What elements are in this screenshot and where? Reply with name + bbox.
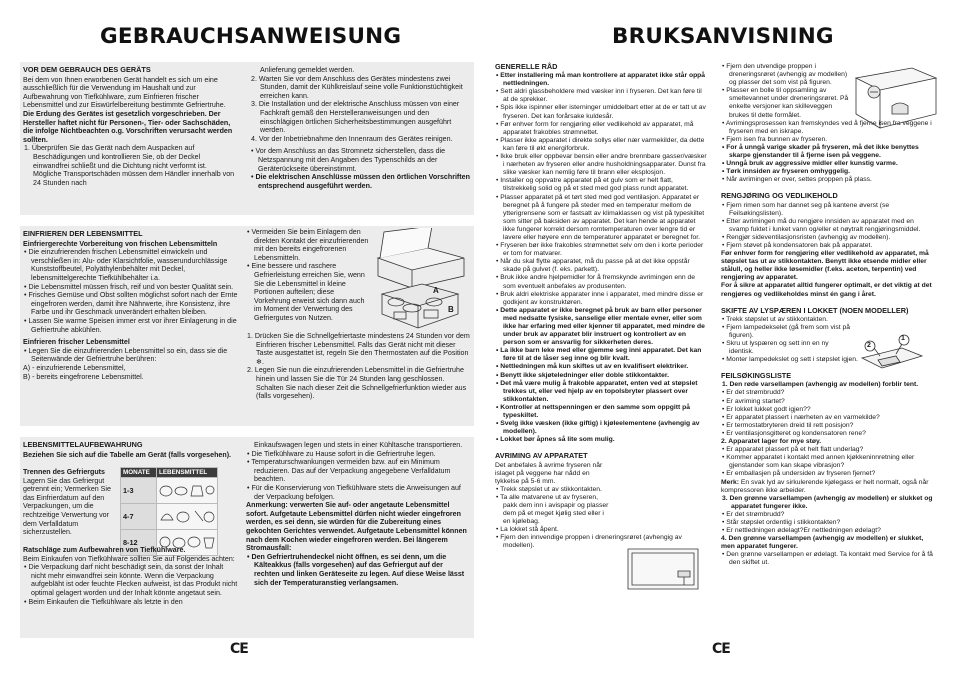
trouble-item: 3. Den grønne varsellampen (avhengig av modellen) er slukket og apparatet fungerer ikke. bbox=[722, 494, 933, 510]
section-before-use bbox=[20, 62, 474, 215]
list-item: • La ikke barn leke med eller gjemme seg inni apparatet. Det kan føre til at de låser seg inne og blir kvalt. bbox=[496, 347, 702, 363]
list-item: • Nettledningen må kun skiftes ut av en kvalifisert elektriker. bbox=[496, 363, 689, 371]
list-item: • Dette apparatet er ikke beregnet på bruk av barn eller personer med nedsatte fysiske, sanselige eller mentale evner, eller som ikke har erfaring med eller kjenner til apparatet, med mindre de under bruk av apparatet blir instruert og kontrollert av en person som er ansvarlig for sikkerheten deres. bbox=[496, 306, 705, 347]
list-item: • Sett aldri glassbeholdere med væsker inn i fryseren. Det kan føre til at de sprekker. bbox=[496, 88, 702, 104]
table-row: 8-12 bbox=[121, 530, 218, 556]
list-item: • Er ventilasjonsgitteret og kondensatoren rene? bbox=[722, 429, 866, 437]
list-item: • Avrimingsprosessen kan fremskyndes ved å fjerne isen fra veggene i fryseren med en iskrape. bbox=[722, 119, 932, 135]
no-col-left bbox=[495, 63, 707, 551]
step-2: 2. Legen Sie nun die einzufrierenden Lebensmittel in die Gefriertruhe hinein und lassen Sie die Tür 24 Stunden lang geschlossen. Schalten Sie nach dieser Zeit die Schnellgefrierfunktion wieder aus (falls vorgesehen). bbox=[247, 366, 467, 401]
list-item: • Den Gefriertruhendeckel nicht öffnen, es sei denn, um die Kälteakkus (falls vorgesehen) auf das Gefriergut auf der rechten und linken Geräteseite zu legen. Auf diese Weise lässt sich der Temperaturanstieg verlangsamen. bbox=[247, 552, 465, 587]
cleaning-warning: Før enhver form for rengjøring eller vedlikehold av apparatet, må støpslet tas ut av stikkontakten. Benytt ikke etsende midler eller stålull, og heller ikke løsemidler (f.eks. aceton, terpentin) ved rengjøring av apparatet. bbox=[721, 250, 929, 282]
list-item: • Monter lampedekslet og sett i støpslet igjen. bbox=[722, 356, 858, 364]
list-item: • Die einzufrierenden frischen Lebensmittel einwickeln und verschließen in: Alu- oder Klarsichtfolie, wasserundurchlässige Kunststoffbeutel, Polyäthylenbehälter mit Deckel, lebensmittelgerechte Tiefkühlbehälter i.a. bbox=[24, 248, 228, 282]
section-heading: VOR DEM GEBRAUCH DES GERÄTS bbox=[23, 65, 151, 74]
separation-text: Lagern Sie das Gefriergut getrennt ein; Vermerken Sie das Einfrierdatum auf den Verpackungen, um die rechtzeitige Verwertung vor dem Verfalldatum sicherzustellen. bbox=[23, 476, 111, 537]
list-item: • Skru ut lyspæren og sett inn en ny identisk. bbox=[722, 340, 829, 356]
table-row: 1-3 bbox=[121, 478, 218, 504]
list-item: • Plasser ikke apparatet i direkte sollys eller nær varmekilder, da dette kan føre til økt energiforbruk. bbox=[496, 136, 705, 152]
table-row: 4-7 bbox=[121, 504, 218, 530]
before-use-col-right bbox=[250, 66, 470, 190]
list-item-b: B) - bereits eingefrorene Lebensmittel. bbox=[23, 372, 144, 381]
list-item: • Tørk innsiden av fryseren omhyggelig. bbox=[722, 168, 851, 176]
sub-heading: Ratschläge zum Aufbewahren von Tiefkühlware. bbox=[23, 546, 186, 554]
list-item: • Er lokket lukket godt igjen?? bbox=[722, 405, 811, 413]
storage-col-left bbox=[23, 441, 239, 459]
table-header-months: MONATE bbox=[121, 468, 157, 478]
storage-col-right bbox=[246, 441, 470, 587]
list-item: • Legen Sie die einzufrierenden Lebensmittel so ein, dass sie die Seitenwände der Gefriertruhe berühren: bbox=[24, 346, 228, 364]
list-item: • Er emballasjen på undersiden av fryseren fjernet? bbox=[722, 470, 876, 478]
bullet-voltage: • Vor dem Anschluss an das Stromnetz sicherstellen, dass die Netzspannung mit den Angaben des Typenschilds an der Geräterückseite übereinstimmt. bbox=[251, 147, 446, 173]
list-item: • Når du skal flytte apparatet, må du passe på at det ikke oppstår skade på gulvet (f. eks. parkett). bbox=[496, 258, 690, 274]
list-item: • Fjern rimen som har dannet seg på kantene øverst (se Feilsøkingslisten). bbox=[722, 201, 890, 217]
list-item: • Etter installering må man kontrollere at apparatet ikke står oppå nettledningen. bbox=[496, 72, 706, 88]
list-item: • Spis ikke ispinner eller isterninger umiddelbart etter at de er tatt ut av fryseren. Det kan forårsake kuldesår. bbox=[496, 104, 706, 120]
figure-label-a: A bbox=[433, 286, 439, 295]
advice-intro: Beim Einkaufen von Tiefkühlware sollten Sie auf Folgendes achten: bbox=[23, 554, 235, 563]
list-item: • Den grønne varsellampen er ødelagt. Ta kontakt med Service for å få den skiftet ut. bbox=[722, 551, 933, 567]
note-label: Anmerkung: bbox=[246, 501, 288, 510]
trouble-item: 1. Den røde varsellampen (avhengig av modellen) forblir tent. bbox=[722, 381, 919, 389]
list-item: • Svelg ikke væsken (ikke giftig) i kjøleelementene (avhengig av modellen). bbox=[496, 420, 700, 436]
list-item: • Eine bessere und raschere Gefrierleistung erreichen Sie, wenn Sie die Lebensmittel in kleine Portionen aufteilen; diese Vorkehrung erweist sich dann auch im Moment der Verwertung des Gefriergutes von Nutzen. bbox=[247, 262, 365, 322]
sub-heading: Einfrieren frischer Lebensmittel bbox=[23, 338, 130, 347]
list-item: • Er termostatbryteren dreid til rett posisjon? bbox=[722, 421, 854, 429]
storage-advice bbox=[23, 546, 239, 606]
step-2: 2. Warten Sie vor dem Anschluss des Gerätes mindestens zwei Stunden, damit der Kühlkreislauf seine volle Funktionstüchtigkeit erreichen kann. bbox=[251, 74, 463, 100]
freezing-col-right bbox=[246, 228, 371, 323]
trouble-note: Merk: En svak lyd av sirkulerende kjølegass er helt normalt, også når kompressoren ikke arbeider. bbox=[721, 478, 929, 494]
figure-label-b: B bbox=[448, 305, 454, 314]
warning-text: Die Erdung des Gerätes ist gesetzlich vorgeschrieben. Der Hersteller haftet nicht für Personen-, Tier- oder Sachschäden, die infolge Nichtbeachten o.g. Vorschriften verursacht werden sollten. bbox=[23, 109, 233, 144]
figure-label-2: 2 bbox=[867, 342, 871, 349]
list-item: • Er nettledningen ødelagt?Er nettledningen ødelagt? bbox=[722, 527, 881, 535]
list-item: • Frisches Gemüse und Obst sollten möglichst sofort nach der Ernte eingefroren werden, damit ihre Nährwerte, ihre Konsistenz, ihre Farbe und ihr Geschmack unverändert erhalten bleiben. bbox=[24, 291, 238, 317]
list-item: • Die Verpackung darf nicht beschädigt sein, da sonst der Inhalt nicht mehr einwandfrei sein könnte. Wenn die Verpackung aufgebläht ist oder feuchte Flecken aufweist, ist das Produkt nicht optimal gelagert worden und der Inhalt könnte angetaut sein. bbox=[24, 563, 238, 597]
list-item: • Er apparatet plassert i nærheten av en varmekilde? bbox=[722, 413, 880, 421]
list-item: • Installer og oppvatre apparatet på et gulv som er helt flatt, tilstrekkelig solid og på et sted med god plass rundt apparatet. bbox=[496, 177, 689, 193]
list-item: • Lokket bør åpnes så lite som mulig. bbox=[496, 436, 615, 444]
step-1-cont: Anlieferung gemeldet werden. bbox=[260, 66, 355, 74]
list-item: • Etter avrimingen må du rengjøre innsiden av apparatet med en svamp fuktet i lunket vann og/eller et nøytralt rengjøringsmiddel. bbox=[722, 217, 921, 233]
lamp-cover-illustration bbox=[856, 330, 926, 386]
list-item: • Plasser en bolle til oppsamling av smeltevannet under dreneringsrøret. På enkelte versjoner kan skilleveggen brukes til dette formålet. bbox=[722, 87, 849, 119]
list-item: • Die Lebensmittel müssen frisch, reif und von bester Qualität sein. bbox=[24, 282, 234, 291]
list-item: • Står støpslet ordentlig i stikkontakten? bbox=[722, 518, 841, 526]
section-heading-lamp: SKIFTE AV LYSPÆREN I LOKKET (NOEN MODELLER) bbox=[721, 305, 909, 315]
storage-table bbox=[120, 467, 218, 556]
section-storage bbox=[20, 437, 474, 638]
snowflake-icon: ❄. bbox=[256, 357, 264, 366]
drain-plug-illustration bbox=[852, 62, 938, 132]
bullet-connections: • Die elektrischen Anschlüsse müssen den örtlichen Vorschriften entsprechend ausgeführt werden. bbox=[251, 173, 470, 190]
list-item: • Ikke bruk eller oppbevar bensin eller andre brennbare gasser/væsker i nærheten av fryseren eller andre husholdningsapparater. Dunst fra slike væsker kan nemlig føre til brann eller eksplosjon. bbox=[496, 153, 707, 177]
list-item: • Vermeiden Sie beim Einlagern den direkten Kontakt der einzufrierenden mit den bereits eingefrorenen Lebensmitteln. bbox=[247, 228, 369, 262]
section-freezing bbox=[20, 226, 474, 426]
list-item: • Rengjør sideventilasjonsristen (avhengig av modellen). bbox=[722, 233, 891, 241]
list-item: • Bruk aldri elektriske apparater inne i apparatet, med mindre disse er godkjent av konstruktøren. bbox=[496, 290, 704, 306]
list-item: • Er apparatet plassert på et helt flatt underlag? bbox=[722, 446, 864, 454]
step-4: 4. Vor der Inbetriebnahme den Innenraum des Gerätes reinigen. bbox=[251, 134, 453, 143]
list-item: • Trekk støpslet ut av stikkontakten. bbox=[722, 315, 828, 323]
table-header-food: LEBENSMITTEL bbox=[157, 468, 218, 478]
list-item: • Fryseren bør ikke frakobles strømnettet selv om den i korte perioder er tom for matvarer. bbox=[496, 242, 704, 258]
list-item: • Für die Konservierung von Tiefkühlware stets die Anweisungen auf der Verpackung befolgen. bbox=[247, 483, 461, 501]
freezing-col-left bbox=[23, 230, 239, 381]
step-1: 1. Überprüfen Sie das Gerät nach dem Auspacken auf Beschädigungen und kontrollieren Sie, ob der Deckel einwandfrei schließt und die Dichtung nicht verformt ist. Mögliche Transportschäden müssen dem Händler innerhalb von 24 Stunden nach bbox=[24, 144, 235, 187]
note-label: Merk: bbox=[721, 478, 740, 486]
list-item: • Benytt ikke skjøteledninger eller doble stikkontakter. bbox=[496, 371, 670, 379]
list-item-cont: Einkaufswagen legen und stets in einer Kühltasche transportieren. bbox=[254, 441, 463, 449]
defrost-intro: Det anbefales å avrime fryseren når islaget på veggene har nådd en tykkelse på 5-6 mm. bbox=[495, 461, 603, 485]
list-item: • Kommer apparatet i kontakt med annen kjøkkeninnretning eller gjenstander som kan skape vibrasjon? bbox=[722, 454, 915, 470]
section-heading: EINFRIEREN DER LEBENSMITTEL bbox=[23, 229, 143, 238]
list-item: • Er det strømbrudd? bbox=[722, 510, 785, 518]
list-item: • Trekk støpslet ut av stikkontakten. bbox=[496, 485, 602, 493]
list-item: • Fjern den innvendige proppen i dreneringsrøret (avhengig av modellen). bbox=[496, 534, 682, 550]
list-item: • For å unngå varige skader på fryseren, må det ikke benyttes skarpe gjenstander til å fjerne isen på veggene. bbox=[722, 143, 919, 160]
section-heading-troubleshooting: FEILSØKINGSLISTE bbox=[721, 371, 792, 381]
list-item: • La lokket stå åpent. bbox=[496, 526, 559, 534]
before-use-col-left bbox=[23, 66, 236, 187]
list-item: • Når avrimingen er over, settes proppen på plass. bbox=[722, 176, 872, 184]
storage-table-wrap bbox=[120, 465, 218, 556]
list-item: • Det må være mulig å frakoble apparatet, enten ved at støpslet trekkes ut, eller ved hjelp av en topolsbryter plassert over stikkontakten. bbox=[496, 379, 698, 403]
trouble-item: 2. Apparatet lager for mye støy. bbox=[721, 438, 822, 446]
sub-heading: Einfriergerechte Vorbereitung von frischen Lebensmitteln bbox=[23, 239, 218, 248]
section-heading-general: GENERELLE RÅD bbox=[495, 62, 558, 71]
list-item: • Beim Einkaufen die Tiefkühlware als letzte in den bbox=[24, 597, 183, 606]
step-3: 3. Die Installation und der elektrische Anschluss müssen von einer Fachkraft gemäß den Herstelleranweisungen und den einschlägigen örtlichen Sicherheitsbestimmungen ausgeführt werden. bbox=[251, 100, 460, 135]
defrost-drain-illustration bbox=[618, 545, 710, 595]
list-item: • Kontroller at nettspenningen er den samme som oppgitt på typeskiltet. bbox=[496, 403, 691, 420]
list-item: • Er det strømbrudd? bbox=[722, 389, 785, 397]
list-item-a: A) - einzufrierende Lebensmittel, bbox=[23, 363, 126, 372]
trouble-item: 4. Den grønne varsellampen (avhengig av modellen) er slukket, men apparatet fungerer. bbox=[721, 535, 924, 551]
note-text: Anmerkung: verwerten Sie auf- oder angetaute Lebensmittel sofort. Aufgetaute Lebensmittel dürfen nicht wieder eingefroren werden, es sei denn, sie würden für die Zubereitung eines gekochten Gerichtes verwendet. Aufgetaute Lebensmittel können nach dem Kochen wieder eingefroren werden. Bei längerem Stromausfall: bbox=[246, 501, 467, 553]
list-item: • Bruk ikke andre hjelpemidler for å fremskynde avrimingen enn de som eventuelt anbefales av produsenten. bbox=[496, 274, 695, 290]
cleaning-yearly: For å sikre at apparatet alltid fungerer optimalt, er det viktig at det rengjøres og vedlikeholdes minst én gang i året. bbox=[721, 282, 932, 298]
page-title-no: BRUKSANVISNING bbox=[612, 24, 834, 49]
ce-mark-de: CE bbox=[230, 641, 248, 657]
sub-heading: Trennen des Gefrierguts bbox=[23, 468, 105, 476]
food-icons bbox=[157, 504, 218, 530]
figure-label-1: 1 bbox=[901, 335, 905, 342]
food-icons bbox=[157, 478, 218, 504]
list-item: • Ta alle matvarene ut av fryseren, pakk dem inn i avispapir og plasser dem på et meget kjølig sted eller i en kjølebag. bbox=[496, 493, 609, 526]
list-item: • Fjern støvet på kondensatoren bak på apparatet. bbox=[722, 241, 873, 249]
section-heading: LEBENSMITTELAUFBEWAHRUNG bbox=[23, 440, 143, 449]
page-title-de: GEBRAUCHSANWEISUNG bbox=[100, 24, 402, 49]
list-item: • Plasser apparatet på et tørt sted med god ventilasjon. Apparatet er beregnet på å fungere på steder med en temperatur mellom de ytterigrensene som er fastsatt av klimaklassen og vist på typeskiltet som sitter på baksiden av apparatet. Det kan hende at apparatet ikke fungerer korrekt dersom romtemperaturen over lengre tid er lavere eller høyere enn de temperaturer apparatet er beregnet for. bbox=[496, 193, 705, 241]
intro-text: Bei dem von Ihnen erworbenen Gerät handelt es sich um eine ausschließlich für die Verwendung im Haushalt und zur Aufbewahrung von Tiefkühlware, zum Einfrieren frischer Lebensmittel und zur Eiswürfelbereitung bestimmte Gefriertruhe. bbox=[23, 75, 226, 110]
list-item: • Fjern den utvendige proppen i dreneringsrøret (avhengig av modellen) og plasser det som vist på figuren. bbox=[722, 63, 848, 87]
list-item: • Die Tiefkühlware zu Hause sofort in die Gefriertruhe legen. bbox=[247, 449, 436, 458]
list-item: • Temperaturschwankungen vermeiden bzw. auf ein Minimum reduzieren. Das auf der Verpackung angegebene Verfalldatum beachten. bbox=[247, 458, 451, 484]
section-heading-defrost: AVRIMING AV APPARATET bbox=[495, 451, 588, 461]
list-item: • Lassen Sie warme Speisen immer erst vor ihrer Einlagerung in die Gefriertruhe abkühlen. bbox=[24, 316, 237, 334]
list-item: • Unngå bruk av aggressive midler eller kunstig varme. bbox=[722, 160, 898, 168]
sub-heading: Beziehen Sie sich auf die Tabelle am Gerät (falls vorgesehen). bbox=[23, 450, 232, 459]
storage-separation bbox=[23, 468, 117, 537]
list-item: • Før enhver form for rengjøring eller vedlikehold av apparatet, må apparatet frakobles strømnettet. bbox=[496, 120, 694, 136]
list-item: • Er avriming startet? bbox=[722, 397, 785, 405]
list-item: • Fjern isen fra bunnen av fryseren. bbox=[722, 135, 828, 143]
ce-mark-no: CE bbox=[712, 641, 730, 657]
freezing-steps bbox=[246, 332, 470, 401]
no-col-right bbox=[721, 63, 933, 568]
step-1: 1. Drücken Sie die Schnellgefriertaste mindestens 24 Stunden vor dem Einfrieren frischer Lebensmittel. Falls das Gerät nicht mit dieser Taste ausgestattet ist, regeln Sie den Thermostaten auf die Position ❄. bbox=[247, 332, 470, 366]
section-heading-cleaning: RENGJØRING OG VEDLIKEHOLD bbox=[721, 191, 838, 201]
chest-freezer-illustration bbox=[372, 228, 470, 332]
list-item: • Fjern lampedekselet (gå frem som vist på figuren). bbox=[722, 323, 851, 339]
